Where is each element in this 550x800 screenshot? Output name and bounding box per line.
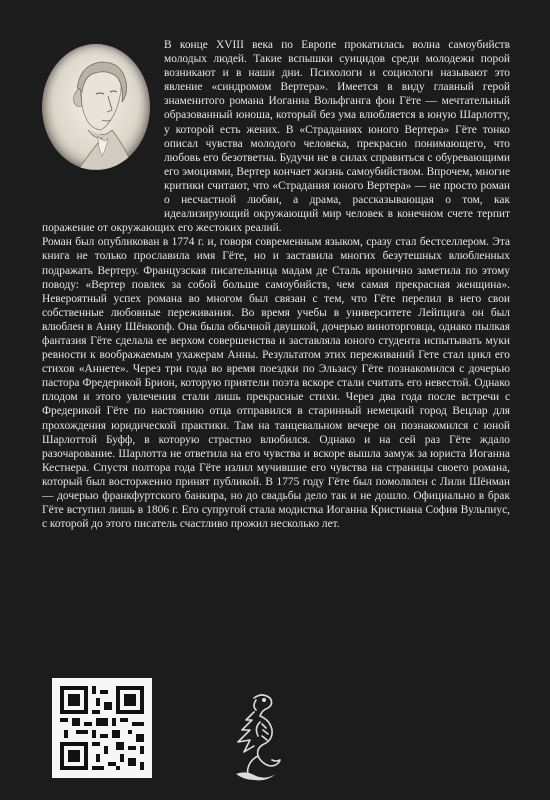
portrait-spacer [42, 38, 164, 214]
paragraph-biography: Роман был опубликован в 1774 г. и, говоря современным языком, сразу стал бестселлером. Эта книга не только прославила имя Гёте, но и заставила многих безутешных влюбленных подражать Вертеру. Французская писательница мадам де Сталь иронично заметила по этому поводу: «Вертер повлек за собой больше самоубийств, чем самая прекрасная женщина». Невероятный успех романа во многом был связан с тем, что Гёте перелил в него свои собственные любовные переживания. Во время учебы в университете Лейпцига он был влюблен в Анну Шёнкопф. Она была обычной двушкой, дочерью виноторговца, однако пылкая фантазия Гёте сделала ее верхом совершенства и заставляла юного студента испытывать муки ревности к воображаемым ухажерам Анны. Результатом этих переживаний Гете стал цикл его стихов «Аннете». Через три года во время поездки по Эльзасу Гёте познакомился с дочерью пастора Фредерикой Брион, которую приятели поэта вскоре стали считать его невестой. Однако плодом и этого увлечения стали лишь прекрасные стихи. Через два года после встречи с Фредерикой Гёте по настоянию отца отправился в старинный немецкий город Вецлар для прохождения юридической практики. Там на танцевальном вечере он познакомился с юной Шарлоттой Буфф, в которую страстно влюбился. Однако и на сей раз Гёте ждало разочарование. Шарлотта не ответила на его чувства и вскоре вышла замуж за юриста Иоганна Кестнера. Спустя полтора года Гёте излил мучившие его чувства на страницы своего романа, который был восторженно принят публикой. В 1775 году Гёте был помолвлен с Лили Шёнман — дочерью франкфуртского банкира, но до свадьбы дело так и не дошло. Официально в брак Гёте вступил лишь в 1806 г. Его супругой стала модистка Иоганна Кристиана София Вульпиус, с которой до этого писатель счастливо прожил несколько лет. [42, 236, 510, 531]
qr-code[interactable] [52, 678, 152, 778]
sea-dragon-logo-icon [226, 690, 292, 782]
description-text [42, 38, 510, 531]
qr-code-icon [52, 678, 152, 778]
publisher-logo [226, 690, 292, 782]
paragraph-intro: В конце XVIII века по Европе прокатилась волна самоубийств молодых людей. Такие вспышки суицидов среди молодежи порой возникают и в наши дни. Психологи и социологи называют это явление «синдромом Вертера». Имеется в виду главный герой знаменитого романа Иоганна Вольфганга фон Гёте — мечтательный образованный юноша, который без ума влюбляется в юную Шарлотту, у которой есть жених. В «Страданиях юного Вертера» Гёте тонко описал чувства молодого человека, прекрасно понимающего, что любовь его безответна. Будучи не в силах справиться с обуревающими его эмоциями, Вертер кончает жизнь самоубийством. Впрочем, многие критики считают, что «Страдания юного Вертера» — не просто роман о несчастной любви, а драма, рассказывающая о том, как идеализирующий окружающий мир человек в конечном счете терпит поражение от окружающих его жестоких реалий. [42, 39, 510, 235]
